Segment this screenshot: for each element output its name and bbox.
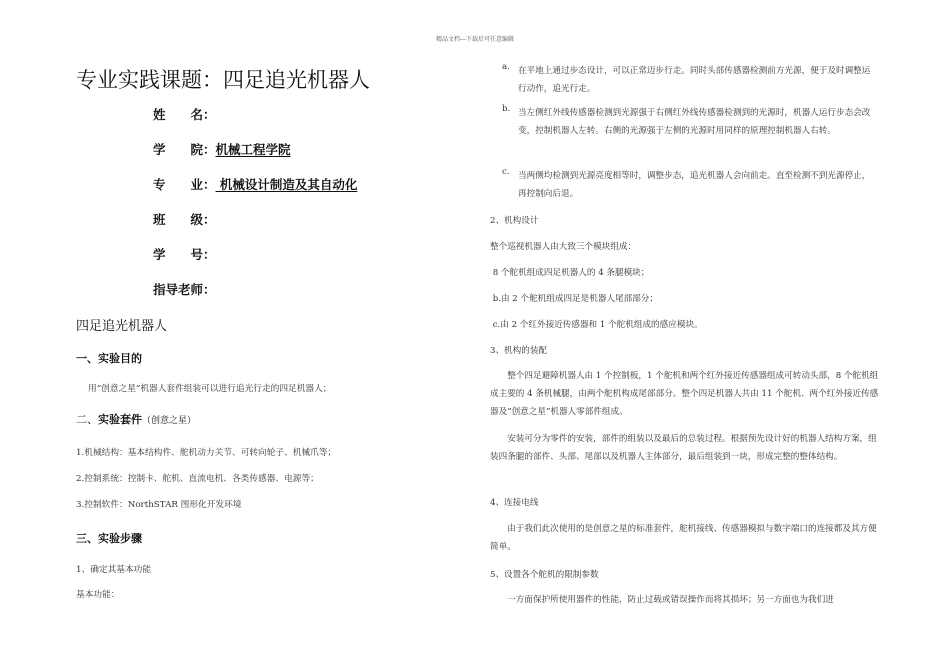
mech-module-item: 8 个舵机组成四足机器人的 4 条腿模块；: [490, 268, 650, 278]
step1-heading: 1、确定其基本功能: [76, 565, 152, 575]
list-text: 当两侧均检测到光源亮度相等时，调整步态，追光机器人会向前走。直至检测不到光源停止，再控制向后退。: [518, 171, 871, 199]
mech-module-item: b.由 2 个舵机组成四足是机器人尾部部分；: [490, 294, 658, 304]
limit-heading: 5、设置各个舵机的限制参数: [490, 570, 599, 580]
mech-design-intro: 整个巡视机器人由大致三个模块组成：: [490, 242, 637, 252]
mech-module-item: c.由 2 个红外接近传感器和 1 个舵机组成的感应模块。: [490, 320, 703, 330]
section2-heading-note: （创意之星）: [142, 416, 197, 426]
section3-heading: 三、实验步骤: [76, 532, 142, 545]
student-id-label: 学 号：: [153, 247, 216, 262]
assembly-heading: 3、机构的装配: [490, 346, 548, 356]
assembly-paragraph-1: 整个四足避障机器人由 1 个控制板，1 个舵机和两个红外接近传感器组成可转动头部，8 个舵机组成主要的 4 条机械腿，由两个舵机构成尾部部分。整个四足机器人共由 11 个舵机、两个红外接近传感器及“创意之星”机器人零部件组成。: [490, 371, 879, 417]
college-row: [153, 140, 291, 158]
basic-function-label: 基本功能：: [76, 590, 120, 600]
list-marker: a.: [502, 62, 510, 72]
limit-paragraph: 一方面保护所使用器件的性能，防止过载或错误操作而将其损坏；另一方面也为我们进: [507, 595, 834, 605]
header-note: 精品文档---下载后可任意编辑: [435, 36, 515, 43]
name-label: 姓 名：: [153, 107, 216, 122]
list-marker: c.: [502, 167, 510, 177]
college-value: 机械工程学院: [215, 142, 291, 157]
advisor-label: 指导老师：: [153, 282, 216, 297]
section-title: 四足追光机器人: [76, 319, 168, 334]
major-row: [153, 175, 357, 193]
list-text: 当左侧红外线传感器检测到光源强于右侧红外线传感器检测到的光源时，机器人运行步态会改变，控制机器人左转。右侧的光源强于左侧的光源时用同样的原理控制机器人右转。: [518, 108, 871, 136]
section2-heading-prefix: 二、: [76, 413, 98, 426]
kit-item: 1.机械结构：基本结构件、舵机动力关节、可转向轮子、机械爪等；: [76, 448, 337, 458]
list-text: 在平地上通过步态设计，可以正常迈步行走。同时头部传感器检测前方光源，便于及时调整运行动作，追光行走。: [518, 66, 871, 94]
wiring-heading: 4、连接电线: [490, 498, 539, 508]
kit-item: 2.控制系统：控制卡、舵机、直流电机、各类传感器、电源等；: [76, 474, 319, 484]
college-label: 学 院：: [153, 142, 216, 157]
assembly-paragraph-2: 安装可分为零件的安装，部件的组装以及最后的总装过程。根据预先设计好的机器人结构方案，组装四条腿的部件、头部、尾部以及机器人主体部分，最后组装到一块，形成完整的整体结构。: [490, 434, 877, 462]
major-value: 机械设计制造及其自动化: [215, 177, 358, 192]
section1-text: 用“创意之星”机器人套件组装可以进行追光行走的四足机器人；: [88, 384, 332, 394]
document-title: 专业实践课题：四足追光机器人: [76, 68, 370, 92]
section1-heading: 一、实验目的: [76, 352, 142, 365]
section2-heading-main: 实验套件: [98, 413, 142, 426]
kit-item: 3.控制软件：NorthSTAR 图形化开发环境: [76, 500, 242, 510]
mech-design-heading: 2、机构设计: [490, 216, 539, 226]
class-label: 班 级：: [153, 212, 216, 227]
major-label: 专 业：: [153, 177, 216, 192]
list-marker: b.: [502, 104, 511, 114]
section2-heading: [76, 411, 196, 427]
wiring-paragraph: 由于我们此次使用的是创意之星的标准套件，舵机接线、传感器模拟与数字端口的连接都及其方便简单。: [490, 524, 877, 552]
